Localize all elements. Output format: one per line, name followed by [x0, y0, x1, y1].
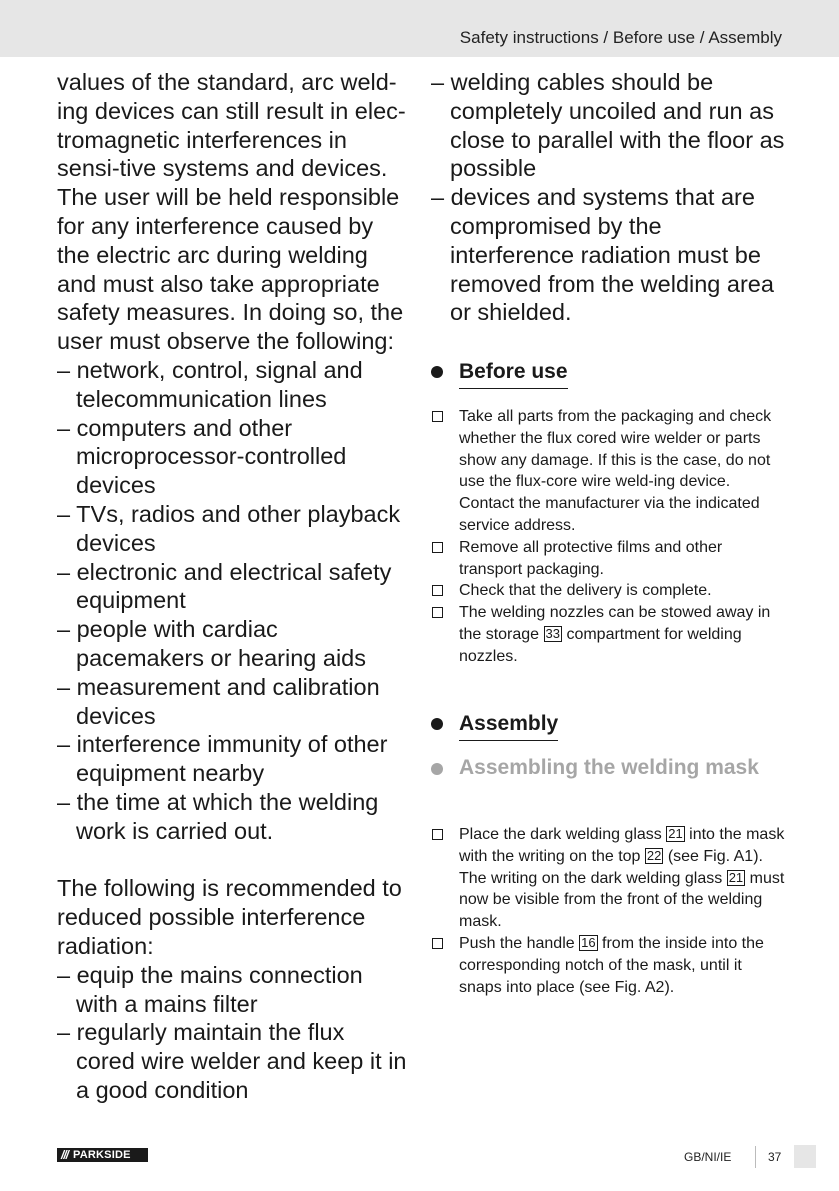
spacer — [57, 846, 407, 875]
checkbox-icon — [432, 542, 443, 553]
checklist-item — [431, 602, 786, 667]
logo-brand: PARKSIDE — [73, 1149, 131, 1161]
item-text: Check that the delivery is complete. — [459, 582, 712, 600]
right-column-list — [431, 68, 791, 327]
checklist-item — [431, 537, 786, 581]
part-reference: 21 — [728, 869, 744, 885]
parkside-logo — [57, 1148, 148, 1162]
list-item: – welding cables should be completely uncoiled and run as close to parallel with the floor as possible — [431, 69, 785, 182]
list-item: – devices and systems that are compromised by the interference radiation must be removed from the welding area or shielded. — [431, 184, 774, 326]
list-item: – electronic and electrical safety equipment — [57, 558, 392, 614]
checklist-item — [431, 933, 786, 998]
part-reference: 16 — [581, 934, 596, 950]
list-item: – network, control, signal and telecommunication lines — [57, 356, 363, 412]
paragraph: The user will be held responsible for any interference caused by the electric arc during welding and must also take appropriate safety measures. In doing so, the user must observe the following: — [57, 184, 404, 355]
checkbox-icon — [432, 585, 443, 596]
section-heading-assembly — [431, 712, 558, 741]
list-item: – computers and other microprocessor-controlled devices — [57, 414, 347, 499]
logo-slashes: /// — [61, 1148, 69, 1162]
list-item: – measurement and calibration devices — [57, 673, 380, 729]
footer-region: GB/NI/IE — [684, 1150, 732, 1164]
checkbox-icon — [432, 938, 443, 949]
part-reference: 21 — [668, 826, 683, 841]
list-item: – people with cardiac pacemakers or hearing aids — [57, 616, 366, 671]
item-text: Push the handle — [459, 934, 575, 952]
item-text: Take all parts from the packaging and check whether the flux cored wire welder or parts show any damage. If this is the case, do not use the flux-core wire weld-ing device. Contact the manufacturer via the indicated service address. — [459, 408, 772, 534]
paragraph: The following is recommended to reduced possible interference radiation: — [57, 875, 402, 959]
page-tab-marker — [794, 1145, 816, 1168]
item-text: Remove all protective films and other transport packaging. — [459, 538, 723, 578]
checkbox-icon — [432, 829, 443, 840]
item-text: The welding nozzles can be stowed away in the storage — [459, 604, 771, 643]
left-column — [57, 68, 407, 1105]
item-text: Place the dark welding glass — [459, 826, 662, 843]
page-number: 37 — [768, 1150, 782, 1164]
subsection-heading-welding-mask — [431, 757, 759, 779]
item-text: compartment for welding nozzles. — [459, 625, 742, 665]
bullet-icon — [431, 763, 443, 775]
footer-divider — [755, 1146, 756, 1168]
part-reference: 33 — [545, 625, 560, 641]
heading-text: Assembling the welding mask — [459, 756, 759, 779]
checkbox-icon — [432, 607, 443, 618]
checklist-item — [431, 824, 786, 933]
paragraph: values of the standard, arc weld-ing devices can still result in elec-tromagnetic interferences in sensi-tive systems and devices. — [57, 69, 406, 182]
assembly-checklist — [431, 824, 786, 998]
list-item: – interference immunity of other equipment nearby — [57, 731, 388, 787]
item-text: must now be visible from the front of the welding mask. — [459, 869, 785, 931]
part-reference: 22 — [646, 847, 662, 863]
item-text: from the inside into the corresponding notch of the mask, until it snaps into place (see Fig. A2). — [459, 934, 764, 996]
checkbox-icon — [432, 411, 443, 422]
section-heading-before-use — [431, 360, 568, 389]
list-item: – regularly maintain the flux cored wire welder and keep it in a good condition — [57, 1019, 407, 1103]
bullet-icon — [431, 366, 443, 378]
item-text: into the mask with the writing on the top — [459, 826, 785, 865]
heading-text: Before use — [459, 360, 568, 389]
before-use-checklist — [431, 406, 786, 668]
list-item: – equip the mains connection with a mains filter — [57, 961, 363, 1017]
bullet-icon — [431, 718, 443, 730]
checklist-item — [431, 580, 786, 602]
header-title: Safety instructions / Before use / Assembly — [459, 28, 782, 47]
checklist-item — [431, 406, 786, 537]
list-item: – the time at which the welding work is carried out. — [57, 788, 379, 844]
item-text: (see Fig. A1). The writing on the dark welding glass — [459, 847, 763, 887]
list-item: – TVs, radios and other playback devices — [57, 500, 401, 556]
page-header — [0, 0, 839, 57]
heading-text: Assembly — [459, 712, 558, 741]
